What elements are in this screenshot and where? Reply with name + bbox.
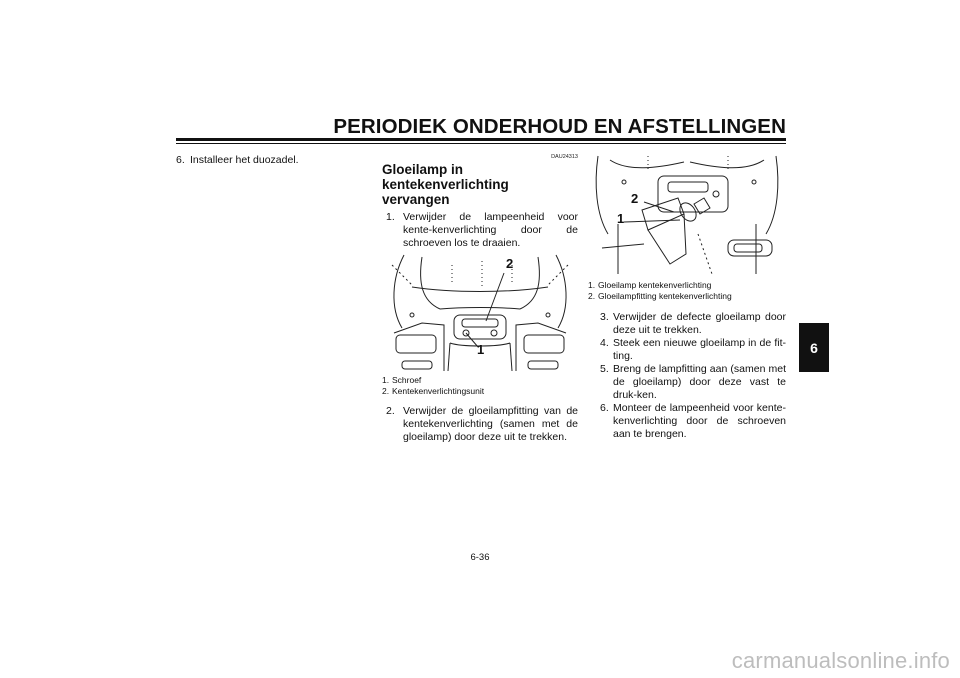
caption-text: Schroef <box>392 375 422 385</box>
column-right <box>588 154 786 441</box>
step-1 <box>382 211 578 250</box>
step-text: Steek een nieuwe gloeilamp in de fit-ting. <box>613 337 786 362</box>
step-text: Breng de lampfitting aan (samen met de gloeilamp) door deze vast te druk-ken. <box>613 363 786 401</box>
step-number: 2. <box>386 405 395 417</box>
figure-captions <box>588 280 786 302</box>
column-middle <box>382 154 578 444</box>
page-header-title: PERIODIEK ONDERHOUD EN AFSTELLINGEN <box>333 115 786 138</box>
caption-item <box>382 375 578 386</box>
step-2 <box>382 405 578 444</box>
step-3 <box>588 311 786 337</box>
page-number: 6-36 <box>470 552 490 563</box>
caption-text: Kentekenverlichtingsunit <box>392 386 485 396</box>
step-number: 6. <box>176 154 185 166</box>
header-rule-thin <box>176 143 786 144</box>
chapter-tab <box>799 323 829 372</box>
caption-text: Gloeilampfitting kentekenverlichting <box>598 291 732 301</box>
step-number: 6. <box>600 402 609 414</box>
step-6 <box>588 402 786 441</box>
watermark: carmanualsonline.info <box>731 648 950 673</box>
step-number: 3. <box>600 311 609 323</box>
figure-license-light-unit <box>382 253 578 373</box>
caption-number: 1. <box>382 375 390 385</box>
step-text: Verwijder de defecte gloeilamp door deze uit te trekken. <box>613 311 786 336</box>
step-number: 5. <box>600 363 609 375</box>
chapter-tab-label: 6 <box>810 339 818 356</box>
step-text: Installeer het duozadel. <box>190 154 299 166</box>
step-text: Monteer de lampeenheid voor kente-kenverlichting door de schroeven aan te brengen. <box>613 402 786 440</box>
caption-text: Gloeilamp kentekenverlichting <box>598 280 712 290</box>
figure-callout-2: 2 <box>506 256 514 271</box>
column-left <box>176 154 356 167</box>
caption-number: 2. <box>382 386 390 396</box>
document-code: DAU24313 <box>551 154 578 160</box>
figure-callout-1: 1 <box>617 211 625 226</box>
figure-callout-2: 2 <box>631 191 639 206</box>
header-rule-thick <box>176 138 786 141</box>
caption-number: 2. <box>588 291 596 301</box>
step-text: Verwijder de lampeenheid voor kente-kenverlichting door de schroeven los te draaien. <box>403 211 578 249</box>
steps-list <box>588 311 786 441</box>
figure-callout-1: 1 <box>477 342 485 357</box>
step-5 <box>588 363 786 402</box>
step-4 <box>588 337 786 363</box>
caption-item <box>588 291 786 302</box>
figure-bulb-socket <box>588 154 786 278</box>
section-title: Gloeilamp in kentekenverlichting vervangen <box>382 162 509 207</box>
caption-number: 1. <box>588 280 596 290</box>
step-number: 4. <box>600 337 609 349</box>
caption-item <box>382 386 578 397</box>
figure-captions <box>382 375 578 397</box>
step-text: Verwijder de gloeilampfitting van de kentekenverlichting (samen met de gloeilamp) door deze uit te trekken. <box>403 405 578 443</box>
step-number: 1. <box>386 211 395 223</box>
caption-item <box>588 280 786 291</box>
step-6-install-seat <box>176 154 356 167</box>
